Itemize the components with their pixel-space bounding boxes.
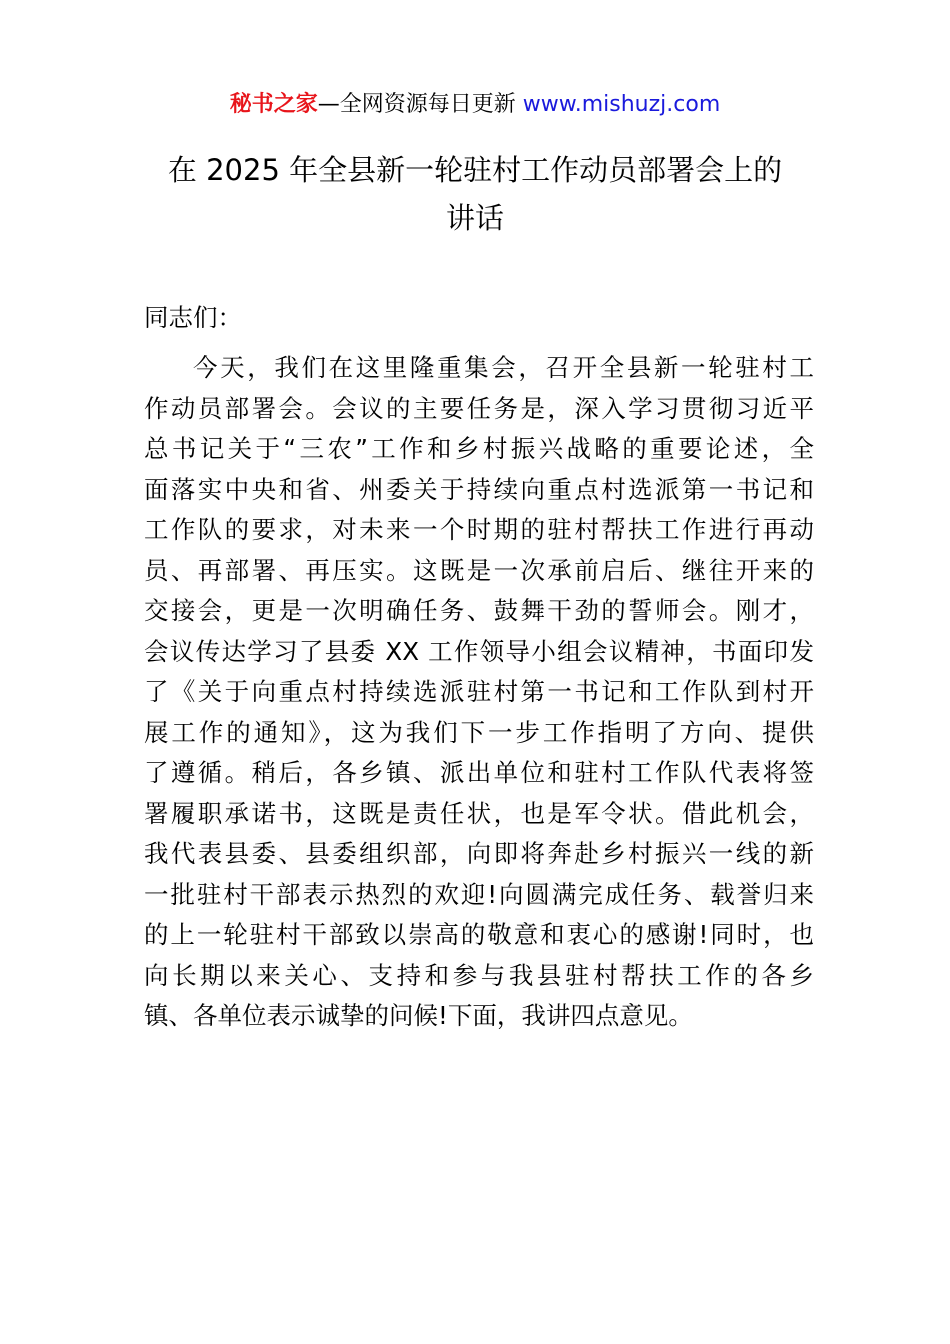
paragraph-line: 交接会，更是一次明确任务、鼓舞干劲的誓师会。刚才，: [144, 596, 814, 625]
paragraph-line: 了《关于向重点村持续选派驻村第一书记和工作队到村开: [144, 677, 814, 706]
brand-tagline: —全网资源每日更新: [317, 92, 516, 117]
paragraph-line: 会议传达学习了县委 XX 工作领导小组会议精神，书面印发: [144, 636, 814, 666]
paragraph-line: 作动员部署会。会议的主要任务是，深入学习贯彻习近平: [144, 393, 814, 423]
site-header-banner: [0, 88, 950, 122]
site-url-link[interactable]: www.mishuzj.com: [522, 92, 721, 117]
title-line: 在 2025 年全县新一轮驻村工作动员部署会上的: [167, 153, 783, 187]
paragraph-line: 的上一轮驻村干部致以崇高的敬意和衷心的感谢!同时，也: [144, 920, 814, 949]
salutation: 同志们：: [144, 303, 242, 332]
paragraph-line: 一批驻村干部表示热烈的欢迎!向圆满完成任务、载誉归来: [144, 879, 814, 909]
body-paragraph: [144, 348, 814, 1037]
paragraph-line: 今天，我们在这里隆重集会，召开全县新一轮驻村工: [193, 353, 814, 382]
title-line: 讲话: [445, 201, 504, 235]
paragraph-line: 向长期以来关心、支持和参与我县驻村帮扶工作的各乡: [144, 960, 814, 990]
brand-name: 秘书之家: [229, 92, 318, 117]
paragraph-line: 面落实中央和省、州委关于持续向重点村选派第一书记和: [144, 474, 814, 504]
paragraph-line: 工作队的要求，对未来一个时期的驻村帮扶工作进行再动: [144, 515, 814, 544]
paragraph-line: 了遵循。稍后，各乡镇、派出单位和驻村工作队代表将签: [144, 758, 814, 787]
paragraph-line: 镇、各单位表示诚挚的问候!下面，我讲四点意见。: [144, 1001, 693, 1030]
paragraph-line: 员、再部署、再压实。这既是一次承前启后、继往开来的: [144, 555, 814, 585]
paragraph-line: 展工作的通知》，这为我们下一步工作指明了方向、提供: [144, 717, 814, 747]
paragraph-line: 总书记关于“三农”工作和乡村振兴战略的重要论述，全: [144, 434, 814, 463]
paragraph-line: 我代表县委、县委组织部，向即将奔赴乡村振兴一线的新: [144, 839, 814, 868]
paragraph-line: 署履职承诺书，这既是责任状，也是军令状。借此机会，: [144, 798, 814, 828]
document-title: [140, 146, 810, 242]
